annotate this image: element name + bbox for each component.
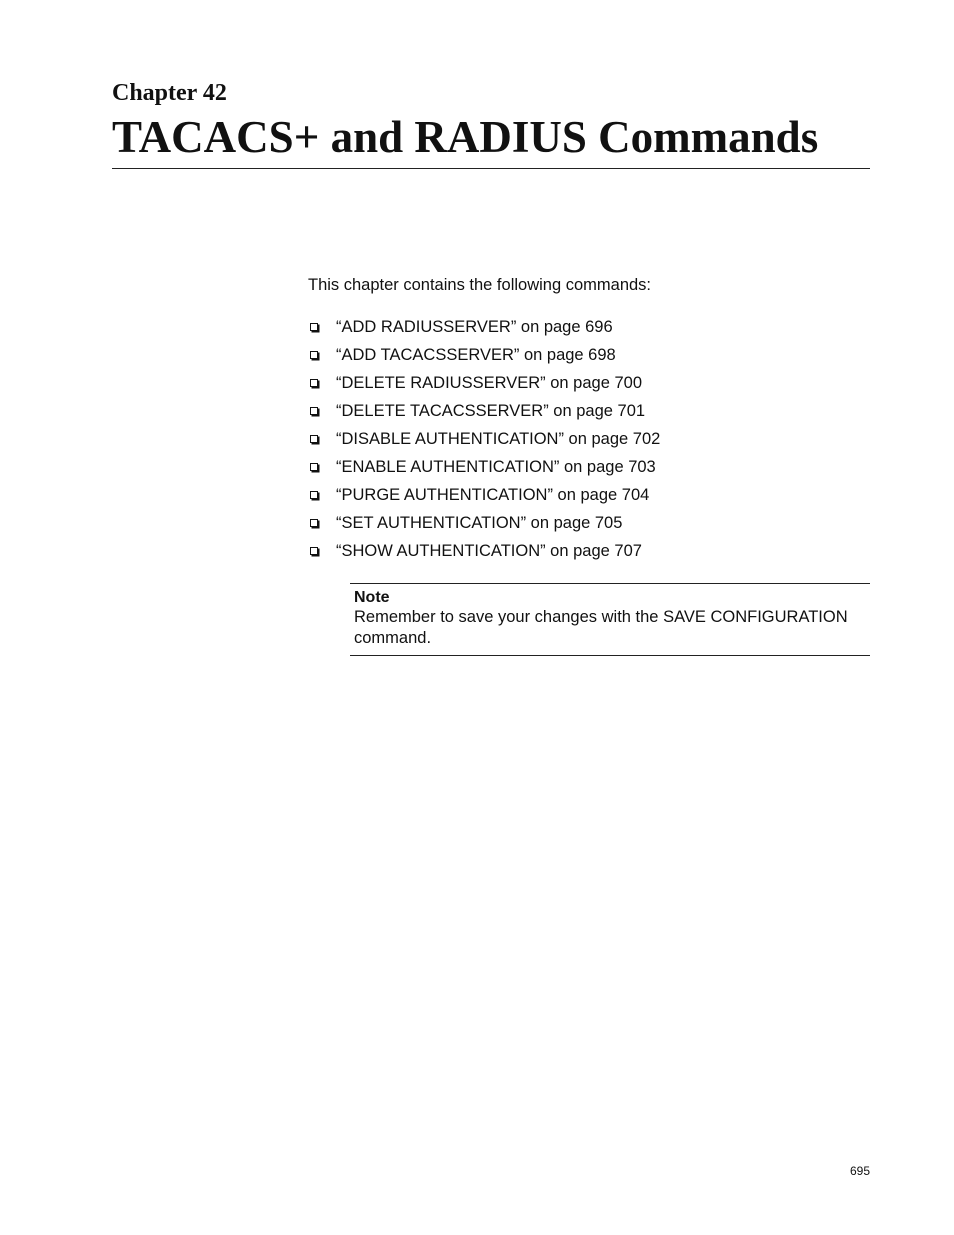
- checkbox-bullet-icon: [310, 519, 318, 527]
- list-item[interactable]: [308, 537, 660, 565]
- list-item[interactable]: [308, 453, 660, 481]
- checkbox-bullet-icon: [310, 407, 318, 415]
- checkbox-bullet-icon: [310, 463, 318, 471]
- list-item[interactable]: [308, 509, 660, 537]
- list-item[interactable]: [308, 397, 660, 425]
- page-title: TACACS+ and RADIUS Commands: [112, 112, 819, 162]
- command-list: [308, 313, 660, 565]
- chapter-label: Chapter 42: [112, 80, 227, 106]
- command-link[interactable]: “DISABLE AUTHENTICATION” on page 702: [336, 430, 661, 448]
- command-link[interactable]: “SHOW AUTHENTICATION” on page 707: [336, 542, 642, 560]
- list-item[interactable]: [308, 481, 660, 509]
- list-item[interactable]: [308, 341, 660, 369]
- checkbox-bullet-icon: [310, 547, 318, 555]
- command-link[interactable]: “ENABLE AUTHENTICATION” on page 703: [336, 458, 656, 476]
- command-link[interactable]: “DELETE RADIUSSERVER” on page 700: [336, 374, 642, 392]
- list-item[interactable]: [308, 425, 660, 453]
- intro-text: This chapter contains the following commands:: [308, 276, 652, 294]
- command-link[interactable]: “PURGE AUTHENTICATION” on page 704: [336, 486, 650, 504]
- checkbox-bullet-icon: [310, 351, 318, 359]
- command-link[interactable]: “DELETE TACACSSERVER” on page 701: [336, 402, 646, 420]
- page-number: 695: [849, 1164, 870, 1178]
- checkbox-bullet-icon: [310, 379, 318, 387]
- checkbox-bullet-icon: [310, 323, 318, 331]
- checkbox-bullet-icon: [310, 491, 318, 499]
- command-link[interactable]: “SET AUTHENTICATION” on page 705: [336, 514, 623, 532]
- list-item[interactable]: [308, 369, 660, 397]
- title-divider: [112, 168, 870, 169]
- note-heading: Note: [354, 589, 390, 606]
- note-text: Remember to save your changes with the SAVE CONFIGURATION command.: [354, 608, 848, 647]
- note-box: [350, 583, 870, 656]
- checkbox-bullet-icon: [310, 435, 318, 443]
- list-item[interactable]: [308, 313, 660, 341]
- command-link[interactable]: “ADD TACACSSERVER” on page 698: [336, 346, 616, 364]
- command-link[interactable]: “ADD RADIUSSERVER” on page 696: [336, 318, 613, 336]
